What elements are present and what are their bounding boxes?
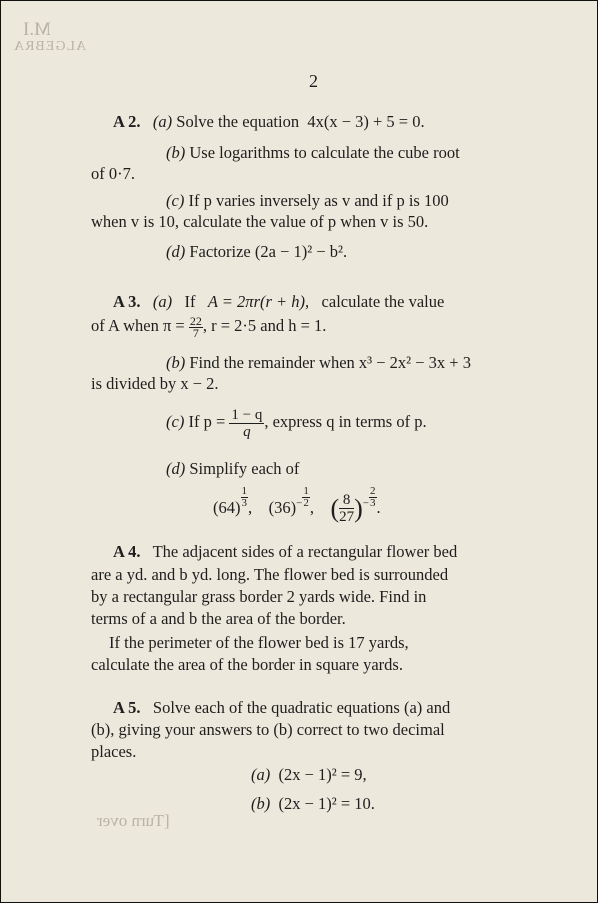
question-a4-line-4: terms of a and b the area of the border. bbox=[91, 609, 346, 628]
part-label: (c) bbox=[166, 412, 185, 431]
question-text: of A when π = bbox=[91, 316, 185, 335]
q-fraction bbox=[229, 407, 264, 440]
question-a4-line-3: by a rectangular grass border 2 yards wide. Find in bbox=[91, 587, 427, 606]
question-text: If p varies inversely as v and if p is 100 bbox=[188, 191, 449, 210]
question-a3-part-c bbox=[166, 405, 427, 440]
question-text: Use logarithms to calculate the cube root bbox=[189, 143, 460, 162]
part-label: (b) bbox=[251, 794, 271, 813]
question-text: , express q in terms of p. bbox=[264, 412, 427, 431]
question-text: calculate the value bbox=[321, 292, 445, 311]
equation: A = 2πr(r + h), bbox=[207, 292, 310, 311]
question-label: A 4. bbox=[113, 542, 141, 561]
question-text: If p = bbox=[188, 412, 226, 431]
equation: (2x − 1)² = 9, bbox=[278, 765, 367, 784]
question-text: Solve each of the quadratic equations (a) and bbox=[152, 698, 451, 717]
question-text: If bbox=[184, 292, 196, 311]
question-a2-part-c bbox=[166, 190, 449, 211]
question-text: The adjacent sides of a rectangular flower bed bbox=[152, 542, 458, 561]
ghost-corner-label: M.I bbox=[23, 19, 51, 40]
question-text: Find the remainder when x³ − 2x² − 3x + 3 bbox=[189, 353, 471, 372]
part-label: (a) bbox=[152, 112, 173, 131]
question-a5-equation-b bbox=[251, 793, 375, 814]
question-a5-equation-a bbox=[251, 764, 367, 785]
question-text: , r = 2·5 and h = 1. bbox=[202, 316, 327, 335]
question-text: Solve the equation bbox=[176, 112, 300, 131]
question-a4-line-1 bbox=[113, 541, 457, 562]
part-label: (b) bbox=[166, 353, 186, 372]
question-a2-part-c-cont: when v is 10, calculate the value of p when v is 50. bbox=[91, 212, 429, 231]
question-a3-part-d bbox=[166, 458, 299, 479]
part-label: (a) bbox=[251, 765, 271, 784]
question-a4-line-6: calculate the area of the border in square yards. bbox=[91, 655, 403, 674]
equation: 4x(x − 3) + 5 = 0. bbox=[307, 112, 425, 131]
question-a4-line-5: If the perimeter of the flower bed is 17 yards, bbox=[109, 633, 409, 652]
question-a5-line-3: places. bbox=[91, 742, 137, 761]
part-label: (a) bbox=[152, 292, 173, 311]
question-a4-line-2: are a yd. and b yd. long. The flower bed is surrounded bbox=[91, 565, 449, 584]
fraction-numerator: 1 − q bbox=[231, 406, 263, 423]
question-a2-part-b-cont: of 0·7. bbox=[91, 164, 135, 183]
part-label: (d) bbox=[166, 459, 186, 478]
ghost-turn-over: [Turn over bbox=[97, 811, 170, 830]
part-label: (b) bbox=[166, 143, 186, 162]
part-label: (c) bbox=[166, 191, 185, 210]
ghost-corner-title: ALGEBRA bbox=[13, 39, 87, 54]
equation: (2x − 1)² = 10. bbox=[278, 794, 375, 813]
question-a3-part-b bbox=[166, 352, 471, 373]
question-a2-part-d bbox=[166, 241, 347, 262]
question-a3-expressions bbox=[213, 485, 381, 527]
page-number: 2 bbox=[309, 71, 318, 91]
fraction-denominator: q bbox=[243, 423, 251, 440]
expression-1: (64) $\frac{1}{3}$ , bbox=[213, 485, 253, 517]
fraction-denominator: 7 bbox=[192, 325, 199, 340]
question-a5-line-2: (b), giving your answers to (b) correct to two decimal bbox=[91, 720, 445, 739]
fraction-numerator: 22 bbox=[189, 313, 202, 328]
question-label: A 3. bbox=[113, 292, 141, 311]
question-text: Factorize (2a − 1)² − b². bbox=[189, 242, 348, 261]
question-a3-part-a-cont bbox=[91, 315, 326, 339]
question-a3-part-b-cont: is divided by x − 2. bbox=[91, 374, 219, 393]
expression-2: (36)− $\frac{1}{2}$ , bbox=[268, 485, 314, 517]
question-text: Simplify each of bbox=[189, 459, 300, 478]
question-label: A 5. bbox=[113, 698, 141, 717]
question-a5-line-1 bbox=[113, 697, 450, 718]
question-label: A 2. bbox=[113, 112, 141, 131]
question-a3-part-a bbox=[113, 291, 444, 312]
part-label: (d) bbox=[166, 242, 186, 261]
pi-fraction bbox=[189, 313, 203, 340]
question-a2-part-b bbox=[166, 142, 460, 163]
expression-3: ( $\frac{8}{27}$ )− $\frac{2}{3}$ . bbox=[330, 485, 381, 526]
question-a2-part-a bbox=[113, 111, 425, 132]
